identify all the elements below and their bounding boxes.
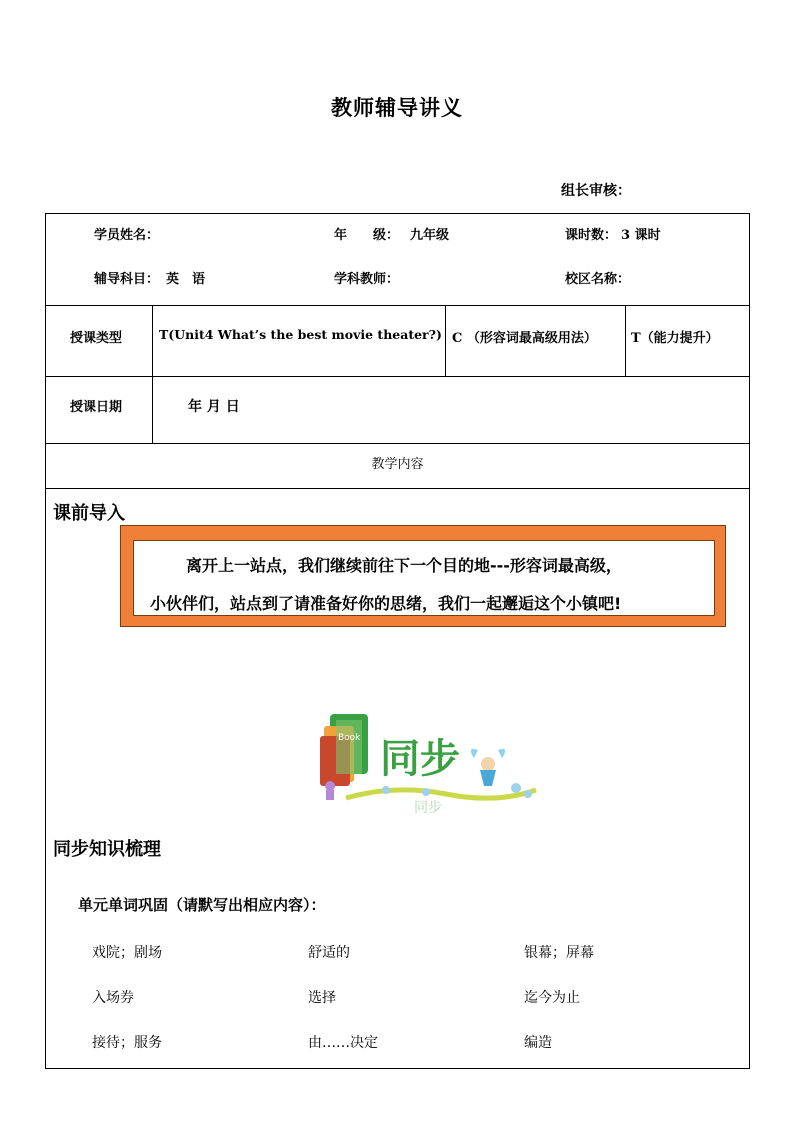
campus-label: 校区名称： bbox=[565, 272, 631, 287]
row-divider bbox=[46, 488, 749, 489]
lesson-date-value: 年 月 日 bbox=[188, 399, 240, 415]
intro-text-clip bbox=[134, 541, 714, 615]
book-label: Book bbox=[338, 733, 361, 743]
page-title: 教师辅导讲义 bbox=[331, 95, 463, 120]
grade-label: 年 级： bbox=[334, 228, 400, 243]
column-divider bbox=[625, 305, 626, 376]
vocab-item: 由……决定 bbox=[308, 1035, 378, 1051]
fairy-icon bbox=[481, 757, 495, 771]
logo-main-text: 同步 bbox=[380, 736, 460, 782]
lesson-date-label: 授课日期 bbox=[70, 400, 123, 415]
vine-line bbox=[346, 790, 536, 798]
vocab-instructions: 单元单词巩固（请默写出相应内容）： bbox=[78, 896, 326, 914]
teaching-content-header: 教学内容 bbox=[371, 457, 424, 472]
lesson-type-c: C （形容词最高级用法） bbox=[452, 331, 597, 346]
intro-line-2: 小伙伴们，站点到了请准备好你的思绪，我们一起邂逅这个小镇吧! bbox=[150, 594, 622, 613]
vocab-item: 接待；服务 bbox=[92, 1035, 162, 1051]
lesson-type-t1: T(Unit4 What’s the best movie theater?) bbox=[159, 327, 442, 342]
vocab-item: 银幕；屏幕 bbox=[524, 945, 594, 961]
grade-value: 九年级 bbox=[410, 228, 450, 243]
vocab-item: 迄今为止 bbox=[524, 990, 580, 1006]
lesson-type-t2: T（能力提升） bbox=[631, 331, 719, 346]
hours-value: 3 课时 bbox=[621, 228, 661, 243]
row-divider bbox=[46, 443, 749, 444]
lecture-table bbox=[45, 213, 750, 1069]
subject-value: 英 语 bbox=[166, 272, 206, 287]
student-name-label: 学员姓名： bbox=[94, 228, 160, 243]
hours-label: 课时数： bbox=[565, 228, 618, 243]
intro-line-1: 离开上一站点，我们继续前往下一个目的地---形容词最高级， bbox=[186, 556, 622, 575]
column-divider bbox=[445, 305, 446, 376]
vocab-item: 入场券 bbox=[92, 990, 134, 1006]
sync-logo bbox=[316, 706, 541, 816]
intro-frame bbox=[120, 525, 726, 627]
person-icon bbox=[325, 781, 335, 791]
column-divider bbox=[152, 305, 153, 443]
vocab-item: 选择 bbox=[308, 990, 336, 1006]
vocab-item: 舒适的 bbox=[308, 945, 350, 961]
intro-heading: 课前导入 bbox=[53, 503, 125, 524]
subject-label: 辅导科目： bbox=[94, 272, 160, 287]
vocab-item: 编造 bbox=[524, 1035, 552, 1051]
teacher-label: 学科教师： bbox=[334, 272, 400, 287]
reviewer-label: 组长审核： bbox=[561, 183, 631, 199]
intro-text-box bbox=[133, 540, 715, 616]
vocab-item: 戏院；剧场 bbox=[92, 945, 162, 961]
lesson-type-label: 授课类型 bbox=[70, 331, 123, 346]
logo-reflection-text: 同步 bbox=[414, 800, 442, 816]
sync-logo-graphic bbox=[316, 706, 541, 816]
sync-heading: 同步知识梳理 bbox=[53, 839, 161, 860]
